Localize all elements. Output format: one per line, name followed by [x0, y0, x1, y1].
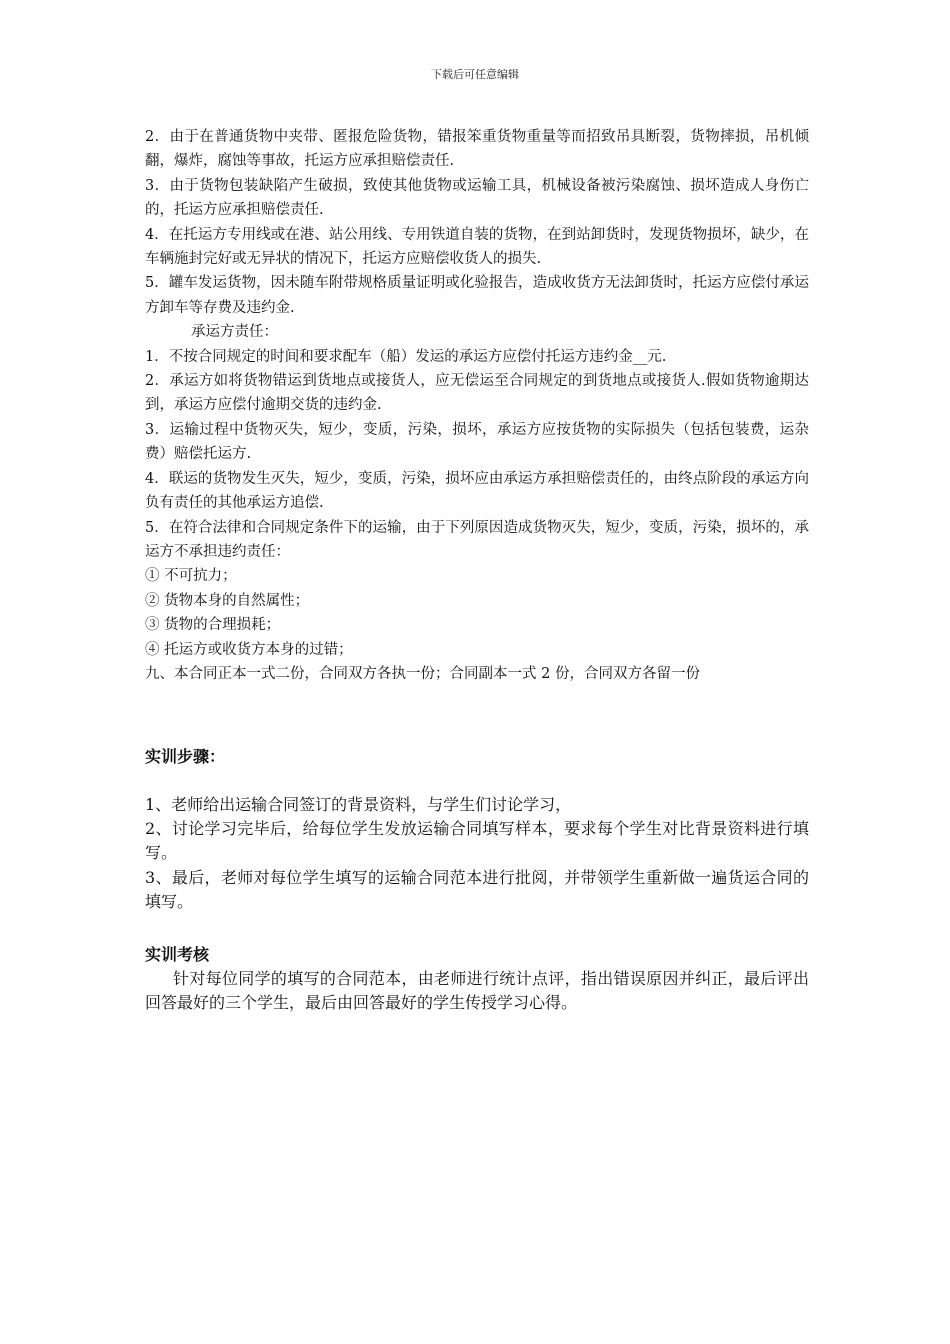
contract-line: 2．由于在普通货物中夹带、匿报危险货物，错报笨重货物重量等而招致吊具断裂，货物摔损，吊机倾翻，爆炸，腐蚀等事故，托运方应承担赔偿责任. — [145, 129, 809, 170]
training-steps-list — [145, 793, 809, 914]
contract-line: 3．由于货物包装缺陷产生破损，致使其他货物或运输工具，机械设备被污染腐蚀、损坏造成人身伤亡的，托运方应承担赔偿责任. — [145, 177, 809, 219]
contract-line: 5．在符合法律和合同规定条件下的运输，由于下列原因造成货物灭失，短少，变质，污染，损坏的，承运方不承担违约责任： — [145, 519, 809, 560]
contract-line: 5．罐车发运货物，因未随车附带规格质量证明或化验报告，造成收货方无法卸货时，托运方应偿付承运方卸车等存费及违约金. — [145, 275, 809, 316]
training-steps-heading: 实训步骤： — [145, 747, 226, 766]
contract-line: 1．不按合同规定的时间和要求配车（船）发运的承运方应偿付托运方违约金__元. — [145, 348, 667, 365]
assessment-body: 针对每位同学的填写的合同范本，由老师进行统计点评，指出错误原因并纠正，最后评出回答最好的三个学生，最后由回答最好的学生传授学习心得。 — [145, 969, 809, 1013]
contract-line: 4．联运的货物发生灭失，短少，变质，污染，损坏应由承运方承担赔偿责任的，由终点阶段的承运方向负有责任的其他承运方追偿. — [145, 470, 809, 512]
carrier-liability-heading: 承运方责任： — [191, 324, 278, 341]
exemption-item: ④ 托运方或收货方本身的过错； — [145, 641, 353, 658]
training-assessment-section — [145, 967, 809, 1015]
exemption-item: ② 货物本身的自然属性； — [145, 592, 310, 609]
contract-liability-section — [145, 125, 809, 686]
contract-line: 3．运输过程中货物灭失，短少，变质，污染，损坏，承运方应按货物的实际损失（包括包装费，运杂费）赔偿托运方. — [145, 421, 809, 463]
contract-line: 2．承运方如将货物错运到货地点或接货人，应无偿运至合同规定的到货地点或接货人.假如货物逾期达到，承运方应偿付逾期交货的违约金. — [145, 373, 809, 414]
contract-copies-clause: 九、本合同正本一式二份，合同双方各执一份；合同副本一式 2 份，合同双方各留一份 — [145, 665, 700, 682]
step-item: 1、老师给出运输合同签订的背景资料，与学生们讨论学习， — [145, 795, 572, 814]
page-header-note: 下载后可任意编辑 — [431, 68, 519, 81]
training-assessment-heading: 实训考核 — [145, 945, 210, 964]
step-item: 3、最后，老师对每位学生填写的运输合同范本进行批阅，并带领学生重新做一遍货运合同的填写。 — [145, 867, 809, 911]
contract-line: 4．在托运方专用线或在港、站公用线、专用铁道自装的货物，在到站卸货时，发现货物损坏，缺少，在车辆施封完好或无异状的情况下，托运方应赔偿收货人的损失. — [145, 226, 809, 268]
exemption-item: ③ 货物的合理损耗； — [145, 617, 281, 634]
step-item: 2、讨论学习完毕后，给每位学生发放运输合同填写样本，要求每个学生对比背景资料进行填写。 — [145, 819, 809, 863]
exemption-item: ① 不可抗力； — [145, 568, 237, 585]
